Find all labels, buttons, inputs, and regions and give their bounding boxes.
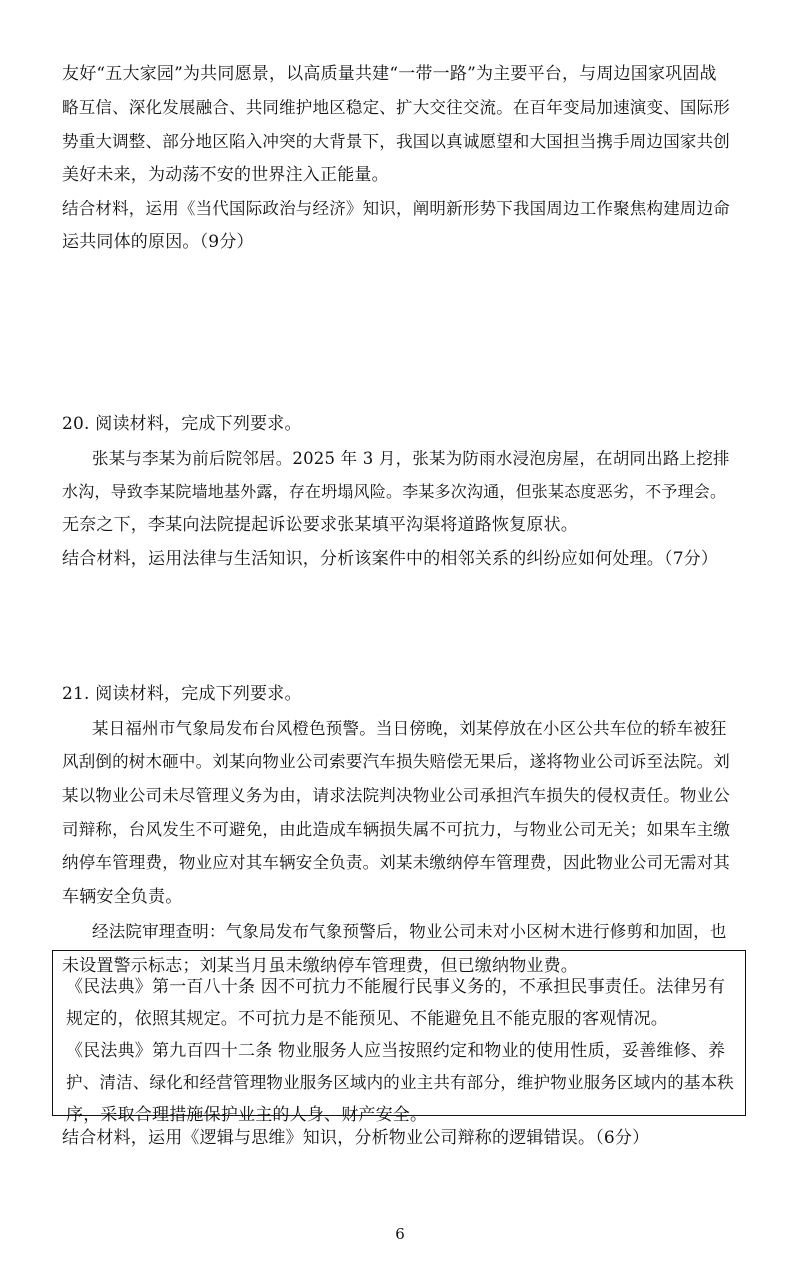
page-number: 6 <box>395 1225 405 1243</box>
q21-material-line: 纳停车管理费，物业应对其车辆安全负责。刘某未缴纳停车管理费，因此物业公司无需对其 <box>62 853 730 872</box>
q19-material-line: 友好“五大家园”为共同愿景，以高质量共建“一带一路”为主要平台，与周边国家巩固战 <box>62 64 717 84</box>
q19-material-line: 势重大调整、部分地区陷入冲突的大背景下，我国以真诚愿望和大国担当携手周边国家共创 <box>62 132 730 151</box>
q21-material-line: 车辆安全负责。 <box>62 887 183 907</box>
q20-task: 结合材料，运用法律与生活知识，分析该案件中的相邻关系的纠纷应如何处理。（7分） <box>62 549 719 569</box>
law-article-line: 规定的，依照其规定。不可抗力是不能预见、不能避免且不能克服的客观情况。 <box>66 1009 668 1029</box>
q21-finding-line: 经法院审理查明：气象局发布气象预警后，物业公司未对小区树木进行修剪和加固，也 <box>92 922 727 941</box>
law-article-line: 护、清洁、绿化和经营管理物业服务区域内的业主共有部分，维护物业服务区域内的基本秩 <box>66 1073 734 1092</box>
q21-material-line: 司辩称，台风发生不可避免，由此造成车辆损失属不可抗力，与物业公司无关；如果车主缴 <box>62 820 730 839</box>
law-article-line: 序，采取合理措施保护业主的人身、财产安全。 <box>66 1105 428 1125</box>
q19-material-line: 美好未来，为动荡不安的世界注入正能量。 <box>62 165 389 185</box>
q20-material-line: 水沟，导致李某院墙地基外露，存在坍塌风险。李某多次沟通，但张某态度恶劣，不予理会。 <box>62 482 727 501</box>
q20-header: 20. 阅读材料，完成下列要求。 <box>62 414 302 434</box>
q21-material-line: 风刮倒的树木砸中。刘某向物业公司索要汽车损失赔偿无果后，遂将物业公司诉至法院。刘 <box>62 752 730 771</box>
q19-task-line: 运共同体的原因。（9分） <box>62 232 254 252</box>
law-article-line: 《民法典》第九百四十二条 物业服务人应当按照约定和物业的使用性质，妥善维修、养 <box>66 1041 726 1061</box>
q19-material-line: 略互信、深化发展融合、共同维护地区稳定、扩大交往交流。在百年变局加速演变、国际形 <box>62 98 730 117</box>
law-article-line: 《民法典》第一百八十条 因不可抗力不能履行民事义务的，不承担民事责任。法律另有 <box>66 977 726 997</box>
q21-task: 结合材料，运用《逻辑与思维》知识，分析物业公司辩称的逻辑错误。（6分） <box>62 1128 650 1148</box>
q21-material-line: 某日福州市气象局发布台风橙色预警。当日傍晚，刘某停放在小区公共车位的轿车被狂 <box>92 719 727 738</box>
q20-material-line: 张某与李某为前后院邻居。2025 年 3 月，张某为防雨水浸泡房屋，在胡同出路上挖排 <box>92 449 730 468</box>
q21-material-line: 某以物业公司未尽管理义务为由，请求法院判决物业公司承担汽车损失的侵权责任。物业公 <box>62 786 730 805</box>
q19-task-line: 结合材料，运用《当代国际政治与经济》知识，阐明新形势下我国周边工作聚焦构建周边命 <box>62 199 730 218</box>
q21-header: 21. 阅读材料，完成下列要求。 <box>62 684 302 704</box>
q20-material-line: 无奈之下，李某向法院提起诉讼要求张某填平沟渠将道路恢复原状。 <box>62 515 578 535</box>
q21-finding-line: 未设置警示标志；刘某当月虽未缴纳停车管理费，但已缴纳物业费。 <box>62 956 578 976</box>
